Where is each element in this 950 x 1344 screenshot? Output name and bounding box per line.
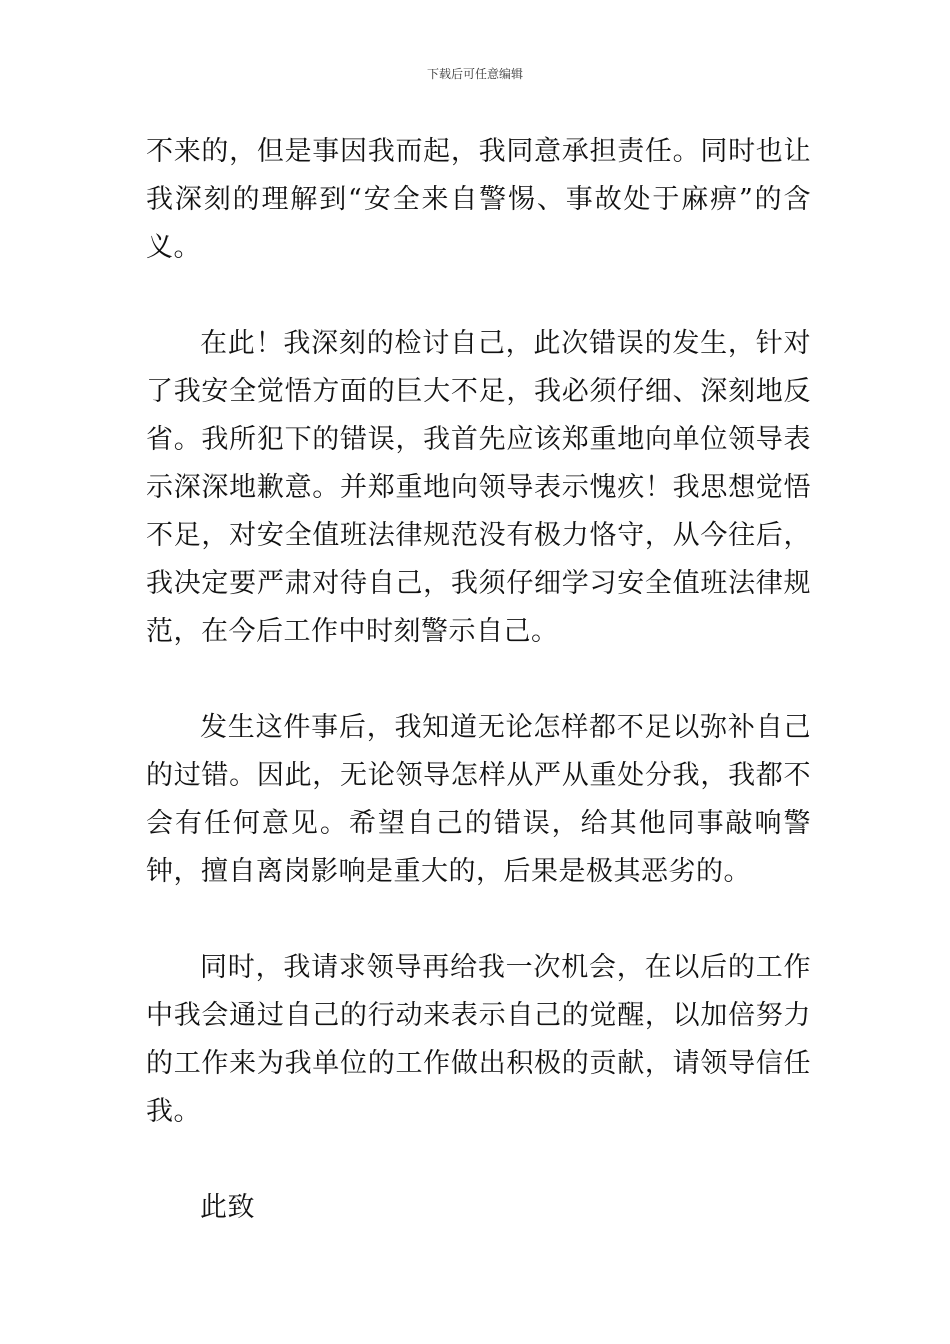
- paragraph-2: 在此！我深刻的检讨自己，此次错误的发生，针对了我安全觉悟方面的巨大不足，我必须仔细、深刻地反省。我所犯下的错误，我首先应该郑重地向单位领导表示深深地歉意。并郑重地向领导表示愧疚！我思想觉悟不足，对安全值班法律规范没有极力恪守，从今往后，我决定要严肃对待自己，我须仔细学习安全值班法律规范，在今后工作中时刻警示自己。: [146, 328, 811, 647]
- page-header: 下载后可任意编辑: [426, 67, 523, 81]
- paragraph-gap: [146, 656, 811, 704]
- paragraph-4: 同时，我请求领导再给我一次机会，在以后的工作中我会通过自己的行动来表示自己的觉醒，以加倍努力的工作来为我单位的工作做出积极的贡献，请领导信任我。: [146, 952, 811, 1127]
- paragraph-gap: [146, 896, 811, 944]
- paragraph-gap: [146, 272, 811, 320]
- paragraph-gap: [146, 1136, 811, 1184]
- closing-salutation: 此致: [200, 1192, 255, 1223]
- paragraph-3: 发生这件事后，我知道无论怎样都不足以弥补自己的过错。因此，无论领导怎样从严从重处分我，我都不会有任何意见。希望自己的错误，给其他同事敲响警钟，擅自离岗影响是重大的，后果是极其恶劣的。: [146, 712, 811, 887]
- paragraph-1: 不来的，但是事因我而起，我同意承担责任。同时也让我深刻的理解到“安全来自警惕、事故处于麻痹”的含义。: [146, 136, 811, 263]
- document-body: [146, 128, 811, 1232]
